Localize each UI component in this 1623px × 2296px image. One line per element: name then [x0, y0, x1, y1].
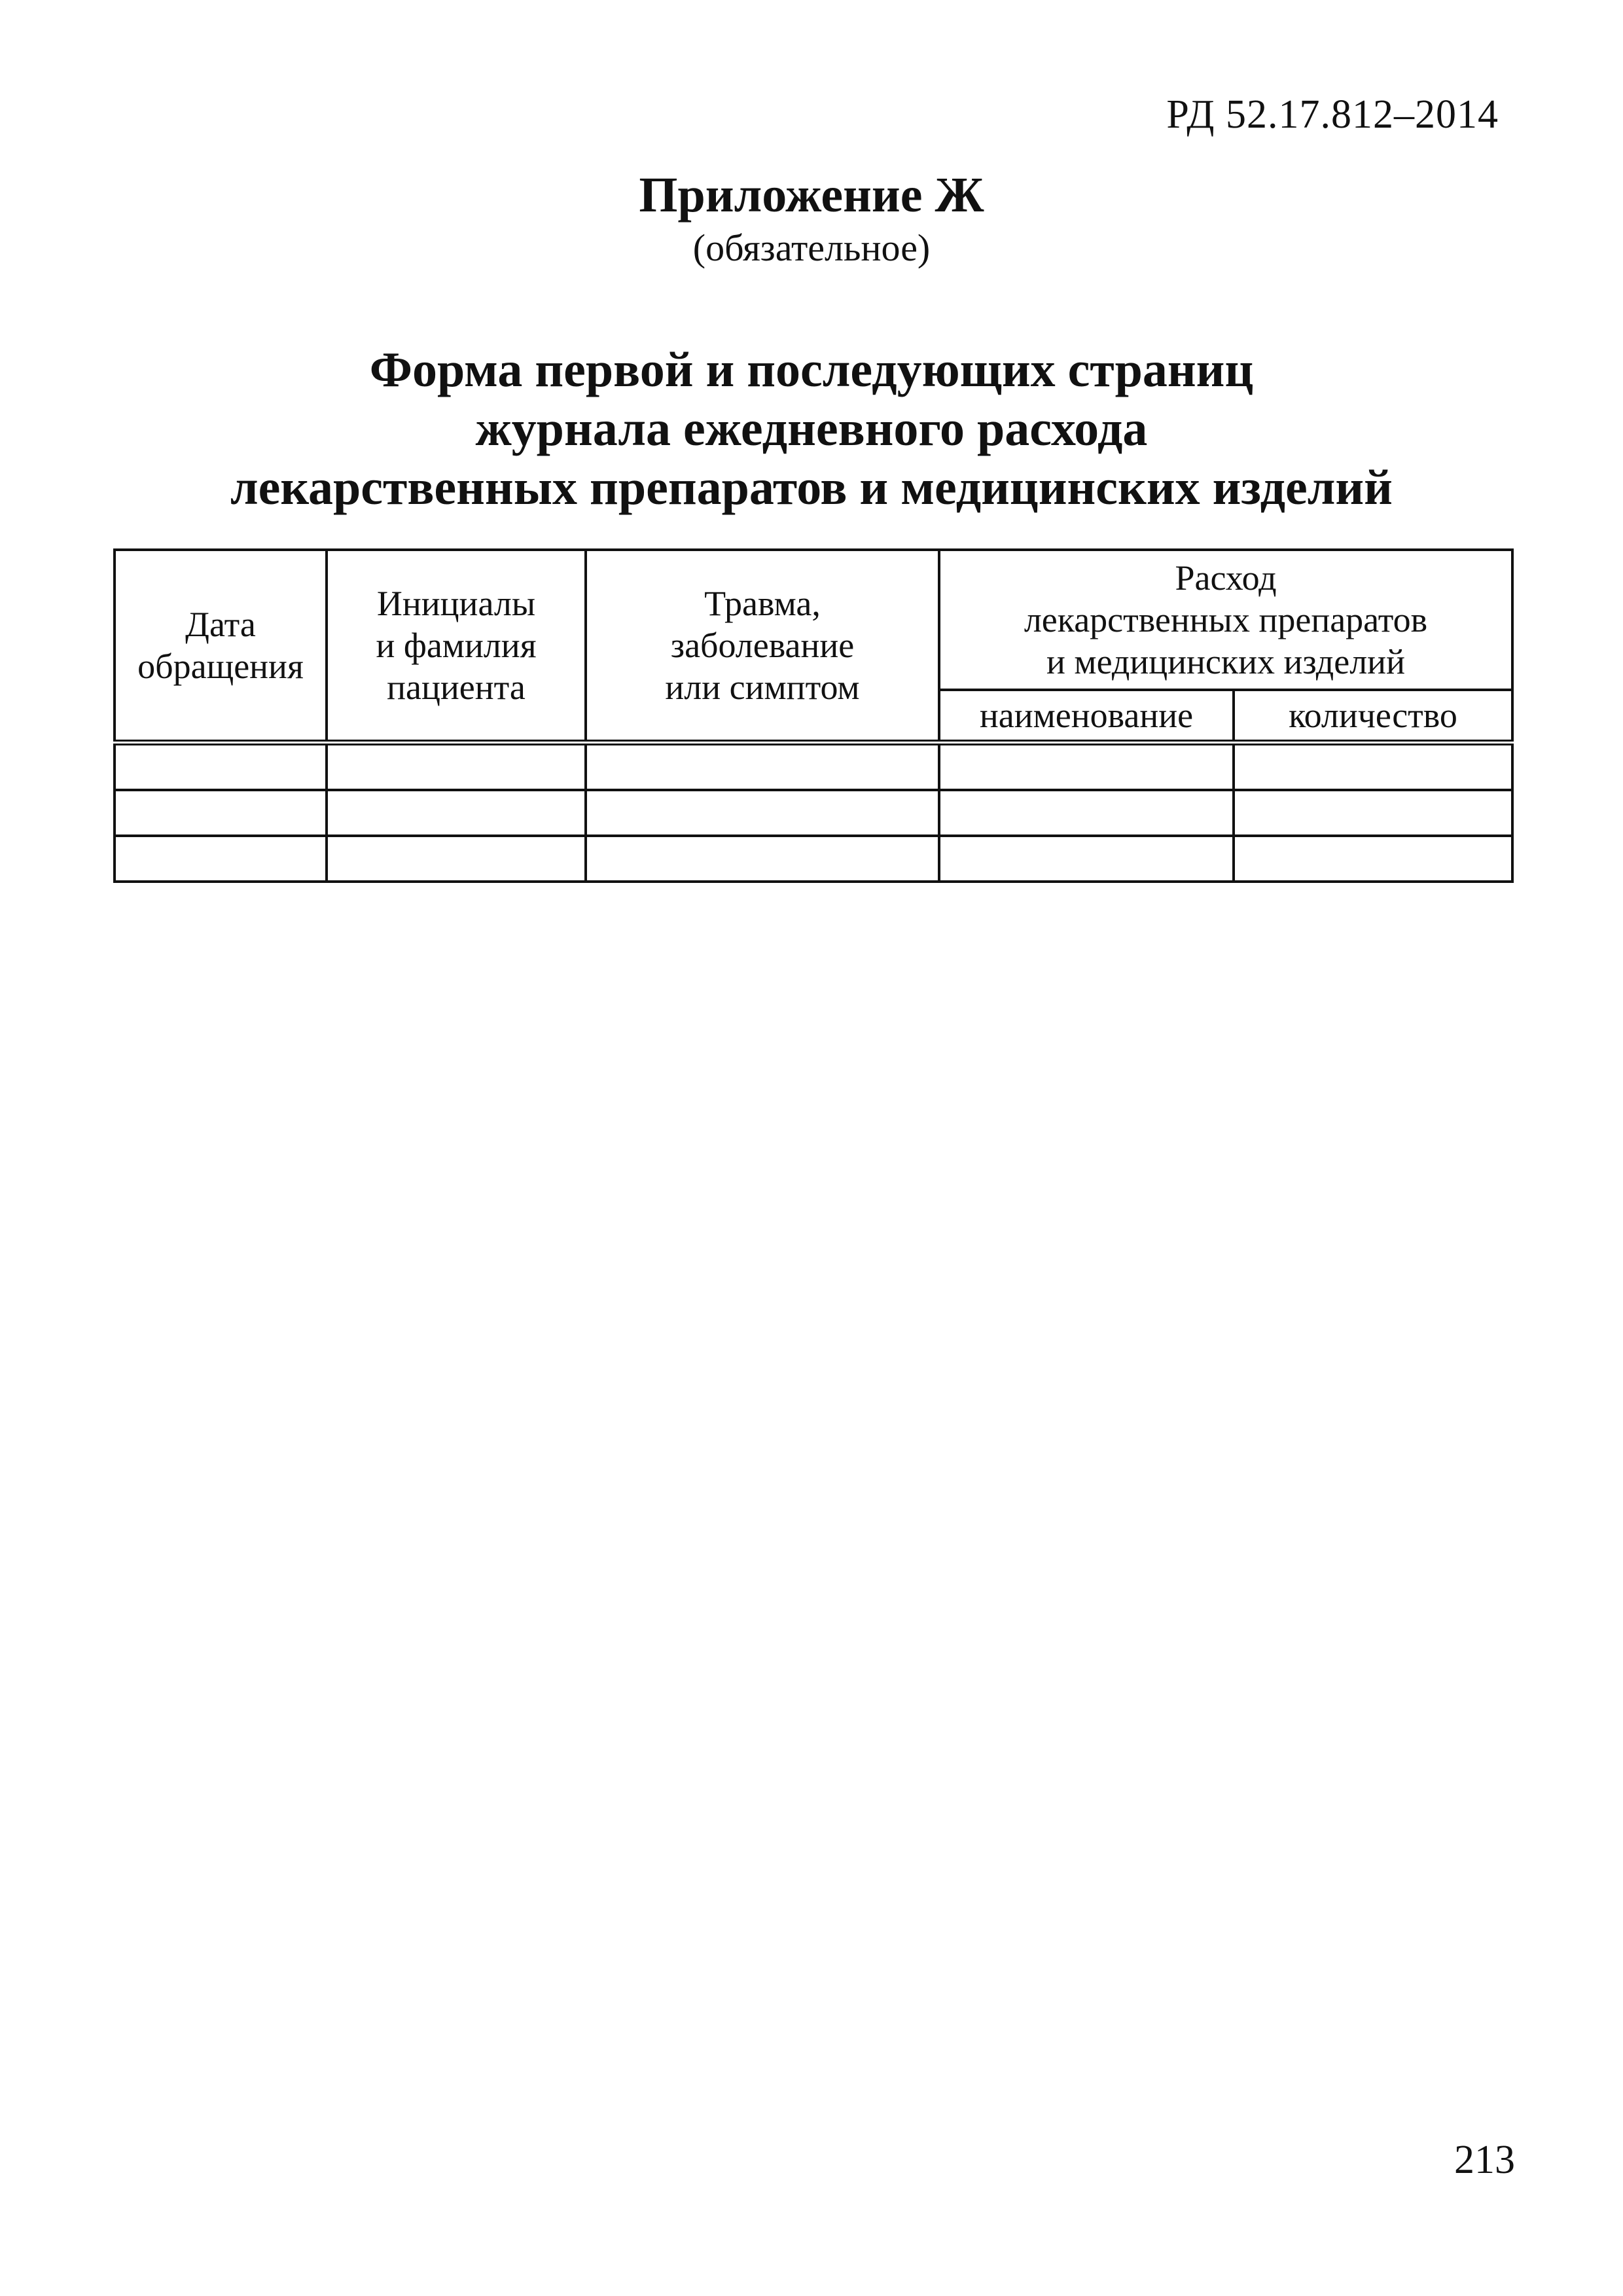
table-body	[115, 743, 1512, 882]
header-text-line: и медицинских изделий	[1046, 642, 1405, 681]
column-header-quantity: количество	[1234, 690, 1512, 743]
table-cell	[586, 790, 939, 836]
header-text-line: Инициалы	[376, 584, 536, 623]
column-header-date	[115, 550, 327, 743]
table-cell	[939, 790, 1234, 836]
header-text-line: и фамилия	[376, 626, 537, 665]
table-cell	[327, 790, 586, 836]
table-cell	[115, 743, 327, 791]
header-text-line: или симптом	[665, 668, 860, 707]
table-row	[115, 790, 1512, 836]
header-text-line: Расход	[1175, 558, 1277, 598]
column-header-name: наименование	[939, 690, 1234, 743]
table-cell	[586, 743, 939, 791]
form-title-line: лекарственных препаратов и медицинских изделий	[230, 460, 1393, 515]
column-header-patient	[327, 550, 586, 743]
table-cell	[1234, 836, 1512, 882]
table-row	[115, 743, 1512, 791]
journal-table	[113, 548, 1514, 883]
header-text-line: заболевание	[670, 626, 855, 665]
header-text-line: обращения	[137, 647, 304, 686]
table-cell	[939, 836, 1234, 882]
column-header-consumption	[939, 550, 1512, 690]
table-row	[115, 836, 1512, 882]
table-cell	[939, 743, 1234, 791]
document-code: РД 52.17.812–2014	[1166, 92, 1499, 137]
form-title-line: журнала ежедневного расхода	[475, 401, 1148, 456]
table-cell	[1234, 790, 1512, 836]
table-cell	[327, 836, 586, 882]
column-header-condition	[586, 550, 939, 743]
appendix-status: (обязательное)	[692, 226, 931, 269]
table-cell	[586, 836, 939, 882]
form-title-line: Форма первой и последующих страниц	[369, 342, 1254, 397]
table-cell	[115, 790, 327, 836]
header-text-line: лекарственных препаратов	[1024, 600, 1428, 639]
form-title	[0, 340, 1623, 517]
header-text-line: Дата	[185, 605, 256, 644]
appendix-title: Приложение Ж	[639, 168, 984, 223]
header-text-line: Травма,	[704, 584, 821, 623]
table-cell	[115, 836, 327, 882]
table-cell	[327, 743, 586, 791]
header-text-line: пациента	[387, 668, 526, 707]
page-number: 213	[1454, 2138, 1515, 2182]
table-cell	[1234, 743, 1512, 791]
